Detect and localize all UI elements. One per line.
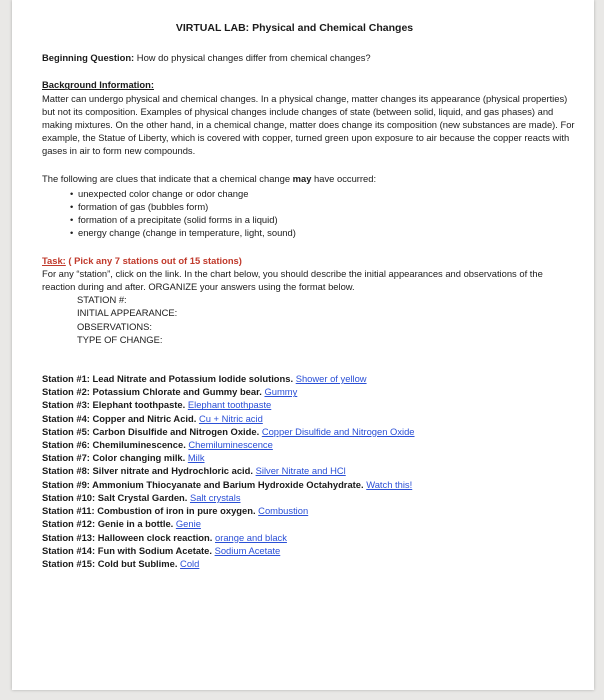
station-link[interactable]: Watch this! bbox=[366, 478, 413, 490]
format-line: TYPE OF CHANGE: bbox=[77, 333, 163, 345]
station-label: Station #7: Color changing milk. bbox=[42, 452, 186, 464]
station-label: Station #11: Combustion of iron in pure oxygen. bbox=[42, 505, 256, 517]
station-label: Station #3: Elephant toothpaste. bbox=[42, 399, 186, 411]
document-page bbox=[12, 0, 594, 690]
clues-intro-end: have occurred: bbox=[311, 172, 377, 184]
station-label: Station #8: Silver nitrate and Hydrochloric acid. bbox=[42, 465, 253, 477]
list-item: • formation of a precipitate (solid forms in a liquid) bbox=[78, 213, 577, 226]
background-section bbox=[42, 78, 577, 157]
station-link[interactable]: Silver Nitrate and HCl bbox=[255, 465, 346, 477]
station-label: Station #4: Copper and Nitric Acid. bbox=[42, 412, 197, 424]
task-text: For any “station”, click on the link. In the chart below, you should describe the initial appearances and observations of the reaction during and after. ORGANIZE your answers using the format below. bbox=[42, 267, 543, 293]
station-link[interactable]: Cu + Nitric acid bbox=[198, 412, 263, 424]
station-label: Station #12: Genie in a bottle. bbox=[42, 518, 174, 530]
station-label: Station #14: Fun with Sodium Acetate. bbox=[42, 544, 212, 556]
station-link[interactable]: Sodium Acetate bbox=[214, 544, 281, 556]
station-row bbox=[42, 557, 577, 570]
station-row bbox=[42, 531, 577, 544]
station-link[interactable]: Genie bbox=[175, 518, 201, 530]
task-section bbox=[42, 254, 577, 346]
station-row bbox=[42, 438, 577, 451]
task-highlight: ( Pick any 7 stations out of 15 stations) bbox=[65, 254, 242, 266]
station-link[interactable]: Chemiluminescence bbox=[188, 439, 273, 451]
station-row bbox=[42, 372, 577, 385]
page-title: VIRTUAL LAB: Physical and Chemical Changes bbox=[175, 22, 414, 34]
station-label: Station #9: Ammonium Thiocyanate and Barium Hydroxide Octahydrate. bbox=[42, 478, 364, 490]
station-label: Station #10: Salt Crystal Garden. bbox=[42, 491, 188, 503]
station-row bbox=[42, 385, 577, 398]
station-link[interactable]: Combustion bbox=[258, 505, 309, 517]
background-heading: Background Information: bbox=[42, 79, 154, 91]
station-link[interactable]: Cold bbox=[180, 557, 200, 569]
clues-intro bbox=[42, 172, 577, 185]
station-row bbox=[42, 425, 577, 438]
station-label: Station #15: Cold but Sublime. bbox=[42, 557, 178, 569]
format-list bbox=[42, 293, 577, 346]
format-line: OBSERVATIONS: bbox=[77, 320, 153, 332]
clues-section bbox=[42, 172, 577, 240]
station-row bbox=[42, 504, 577, 517]
station-label: Station #6: Chemiluminescence. bbox=[42, 439, 186, 451]
clues-list bbox=[42, 187, 577, 240]
station-label: Station #13: Halloween clock reaction. bbox=[42, 531, 213, 543]
station-row bbox=[42, 464, 577, 477]
station-label: Station #2: Potassium Chlorate and Gummy bear. bbox=[42, 386, 262, 398]
beginning-question-text: How do physical changes differ from chemical changes? bbox=[134, 52, 371, 64]
station-label: Station #1: Lead Nitrate and Potassium Iodide solutions. bbox=[42, 373, 294, 385]
station-link[interactable]: Milk bbox=[187, 452, 205, 464]
station-row bbox=[42, 398, 577, 411]
station-row bbox=[42, 517, 577, 530]
station-link[interactable]: Salt crystals bbox=[189, 491, 241, 503]
beginning-question bbox=[42, 51, 577, 64]
station-row bbox=[42, 412, 577, 425]
format-line: STATION #: bbox=[77, 294, 127, 306]
station-link[interactable]: Gummy bbox=[264, 386, 298, 398]
station-row bbox=[42, 451, 577, 464]
stations-list bbox=[42, 372, 577, 570]
list-item: • unexpected color change or odor change bbox=[78, 187, 577, 200]
background-text: Matter can undergo physical and chemical changes. In a physical change, matter changes its appearance (physical properties) but not its composition. Examples of physical changes include changes of state (between solid, liquid, and gas phases) and making mixtures. On the other hand, in a chemical change, matter does change its composition (new substances are made). For example, the Statue of Liberty, which is covered with copper, turned green upon exposure to air because the copper reacts with gases in air to form new compounds. bbox=[42, 92, 575, 157]
station-row bbox=[42, 478, 577, 491]
list-item: • energy change (change in temperature, light, sound) bbox=[78, 226, 577, 239]
format-line: INITIAL APPEARANCE: bbox=[77, 307, 178, 319]
clues-intro-bold: may bbox=[292, 172, 312, 184]
station-link[interactable]: Copper Disulfide and Nitrogen Oxide bbox=[261, 425, 415, 437]
document-content bbox=[42, 22, 577, 570]
station-row bbox=[42, 544, 577, 557]
list-item: • formation of gas (bubbles form) bbox=[78, 200, 577, 213]
station-link[interactable]: orange and black bbox=[214, 531, 287, 543]
task-label: Task: bbox=[42, 254, 66, 266]
task-heading bbox=[42, 254, 577, 267]
station-link[interactable]: Elephant toothpaste bbox=[187, 399, 272, 411]
station-label: Station #5: Carbon Disulfide and Nitrogen Oxide. bbox=[42, 425, 260, 437]
station-row bbox=[42, 491, 577, 504]
beginning-question-label: Beginning Question: bbox=[42, 52, 135, 64]
clues-intro-text: The following are clues that indicate that a chemical change bbox=[42, 172, 293, 184]
station-link[interactable]: Shower of yellow bbox=[295, 373, 367, 385]
